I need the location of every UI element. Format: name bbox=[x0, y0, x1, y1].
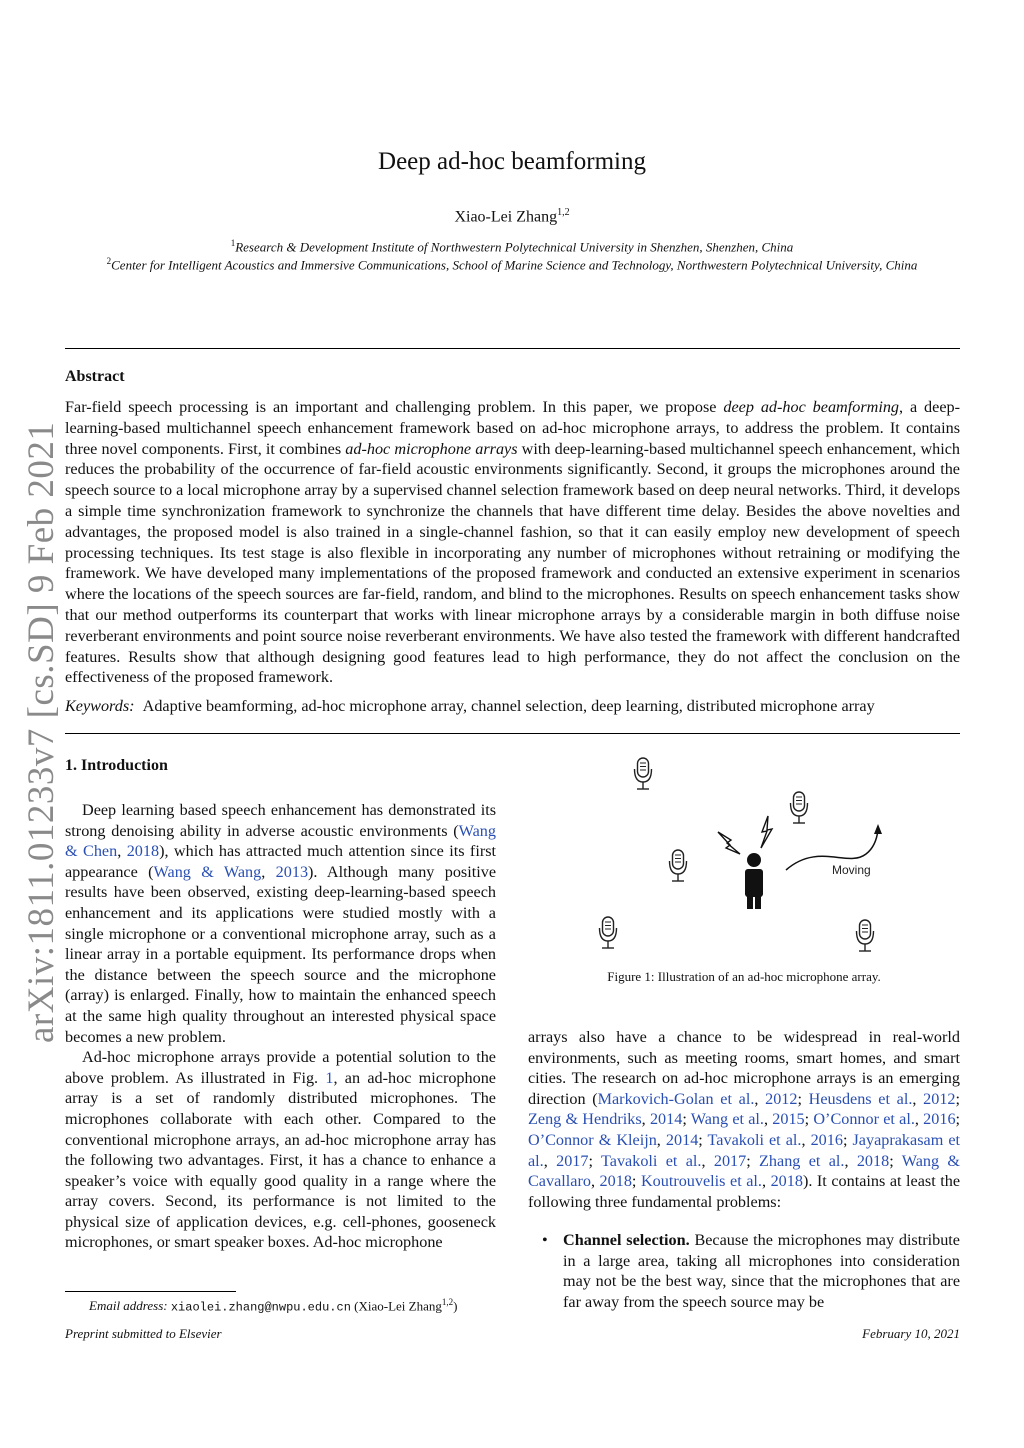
abstract-emphasis-2: ad-hoc microphone arrays bbox=[345, 439, 518, 458]
bullet-text: Because the microphones may distribute in a large area, taking all microphones into consideration may not be the best way, since that the microphones that are far away from the speech source may be bbox=[563, 1231, 960, 1311]
left-column bbox=[65, 800, 496, 1253]
citation-separator: ; bbox=[889, 1151, 902, 1170]
citation-year-link[interactable]: 2015 bbox=[772, 1110, 805, 1129]
abstract-text-1: Far-field speech processing is an important and challenging problem. In this paper, we propose bbox=[65, 398, 724, 416]
citation-link[interactable]: Heusdens et al. bbox=[808, 1089, 913, 1108]
preprint-date: February 10, 2021 bbox=[862, 1326, 960, 1341]
citation-link[interactable]: Tavakoli et al. bbox=[601, 1151, 702, 1170]
bullet-dot: • bbox=[542, 1231, 548, 1249]
footnote-rule bbox=[65, 1291, 236, 1292]
abstract-text-3: with deep-learning-based multichannel speech enhancement, which reduces the probability of the occurrence of far-field acoustic environments significantly. Second, it groups the microphones around the speech source to a local microphone array by a supervised channel selection framework based on deep neural networks. Third, it develops a simple time synchronization framework to synchronize the channels that have different time delay. Besides the above novelties and advantages, the proposed model is also trained in a single-channel fashion, so that it can easily employ new development of speech processing techniques. Its test stage is also flexible in incorporating any number of microphones without retraining or modifying the framework. We have developed many implementations of the proposed framework and conducted an extensive experiment in scenarios where the locations of the speech sources are far-field, random, and blind to the microphones. Results on speech enhancement tasks show that our method outperforms its counterpart that works with linear microphone arrays by a considerable margin in both diffuse noise reverberant environments and point source noise reverberant environments. We have also tested the framework with different handcrafted features. Results show that although designing good features lead to high performance, they do not affect the conclusion on the effectiveness of the proposed framework. bbox=[65, 439, 960, 687]
right-column bbox=[528, 1027, 960, 1212]
citation-year-link[interactable]: 2012 bbox=[923, 1089, 956, 1108]
paper-title: Deep ad-hoc beamforming bbox=[378, 148, 646, 175]
text-span: ). It contains at least the following three fundamental problems: bbox=[528, 1172, 961, 1211]
citation-separator: ; bbox=[955, 1110, 961, 1129]
citation-year-link[interactable]: 2017 bbox=[713, 1151, 747, 1170]
email-link[interactable]: xiaolei.zhang@nwpu.edu.cn bbox=[170, 1300, 351, 1315]
microphone-icon bbox=[791, 792, 808, 823]
citation-link[interactable]: O’Connor et al. bbox=[813, 1110, 915, 1129]
citation-name: Wang & Chen bbox=[65, 821, 496, 861]
abstract-text-2: , a deep-learning-based multichannel speech enhancement framework based on ad-hoc microphone arrays, to address the problem. It contains three novel components. First, it combines bbox=[65, 398, 960, 458]
keywords-text: Adaptive beamforming, ad-hoc microphone array, channel selection, deep learning, distributed microphone array bbox=[142, 697, 875, 715]
text-span: ), which has attracted much attention since its first appearance ( bbox=[65, 842, 497, 881]
citation-name: Wang & Wang bbox=[153, 862, 262, 881]
citation-year-link[interactable]: 2018 bbox=[856, 1151, 890, 1170]
citation-link[interactable]: Tavakoli et al. bbox=[707, 1130, 802, 1149]
citation-year-link[interactable]: 2013 bbox=[275, 862, 309, 881]
keywords-line bbox=[65, 697, 960, 716]
bullet-title: Channel selection. bbox=[563, 1231, 690, 1249]
person-icon bbox=[745, 853, 763, 909]
email-owner-superscript: 1,2 bbox=[441, 1297, 454, 1307]
citation-link[interactable]: Wang & Cavallaro bbox=[528, 1151, 960, 1191]
abstract-top-rule bbox=[65, 348, 960, 349]
citation-separator: ; bbox=[698, 1130, 708, 1149]
arxiv-sidebar-stamp: arXiv:1811.01233v7 [cs.SD] 9 Feb 2021 bbox=[21, 421, 62, 1043]
microphone-icon bbox=[635, 758, 652, 789]
citation-year-link[interactable]: 2018 bbox=[770, 1172, 803, 1191]
citation-separator: ; bbox=[804, 1110, 814, 1129]
preprint-note: Preprint submitted to Elsevier bbox=[65, 1326, 222, 1341]
citation-link[interactable]: Jayaprakasam et al. bbox=[528, 1130, 961, 1170]
affiliation-1-number: 1 bbox=[230, 238, 236, 248]
citation-year-link[interactable]: 2016 bbox=[810, 1130, 843, 1149]
text-span: , an ad-hoc microphone array is a set of randomly distributed microphones. The microphones collaborate with each other. Compared to the conventional microphone arrays, an ad-hoc microphone array has the following two advantages. First, it has a chance to enhance a speaker’s voice with equally good quality in a range where the array covers. Second, its performance is not limited to the physical size of application devices, e.g. cell-phones, gooseneck microphones, or smart speaker boxes. Ad-hoc microphone bbox=[65, 1068, 496, 1252]
author-name: Xiao-Lei Zhang bbox=[454, 208, 558, 226]
affiliation-2-text: Center for Intelligent Acoustics and Immersive Communications, School of Marine Science and Technology, Northwestern Polytechnical University, China bbox=[111, 257, 918, 273]
text-span: arrays also have a chance to be widespread in real-world environments, such as meeting rooms, smart homes, and smart cities. The research on ad-hoc microphone arrays is an emerging direction ( bbox=[528, 1028, 960, 1108]
affiliation-1-text: Research & Development Institute of Northwestern Polytechnical University in Shenzhen, Shenzhen, China bbox=[235, 239, 794, 255]
affiliation-2 bbox=[0, 256, 1024, 273]
citation-year-link[interactable]: 2012 bbox=[765, 1089, 798, 1108]
citation-separator: ; bbox=[682, 1110, 691, 1129]
citation-separator: ; bbox=[588, 1151, 602, 1170]
text-span: Ad-hoc microphone arrays provide a potential solution to the above problem. As illustrated in Fig. bbox=[65, 1048, 496, 1087]
moving-label: Moving bbox=[832, 863, 871, 877]
citation-link[interactable] bbox=[154, 863, 262, 881]
lightning-icon bbox=[761, 816, 772, 848]
text-span: , bbox=[261, 862, 276, 881]
email-label: Email address: bbox=[89, 1298, 168, 1314]
citation-link[interactable]: Markovich-Golan et al. bbox=[597, 1089, 755, 1108]
citation-year-link[interactable]: 2018 bbox=[126, 842, 160, 861]
citation-year-link[interactable]: 2018 bbox=[599, 1172, 632, 1191]
citation-separator: ; bbox=[797, 1089, 809, 1108]
microphone-icon bbox=[670, 850, 687, 881]
intro-paragraph-3 bbox=[528, 1027, 960, 1212]
abstract-emphasis-1: deep ad-hoc beamforming bbox=[723, 398, 900, 416]
text-span: , bbox=[117, 842, 127, 861]
keywords-label: Keywords: bbox=[65, 697, 135, 715]
text-span: Deep learning based speech enhancement has demonstrated its strong denoising ability in adverse acoustic environments ( bbox=[65, 801, 496, 840]
arrowhead bbox=[874, 824, 882, 834]
figure-1-caption: Figure 1: Illustration of an ad-hoc microphone array. bbox=[607, 969, 881, 984]
figure-reference-link[interactable]: 1 bbox=[325, 1068, 334, 1087]
microphone-icon bbox=[600, 917, 617, 948]
lightning-icon bbox=[718, 832, 740, 854]
citation-separator: ; bbox=[631, 1172, 641, 1191]
author-line bbox=[0, 207, 1024, 226]
abstract-heading: Abstract bbox=[65, 368, 125, 385]
citation-year-link[interactable]: 2016 bbox=[923, 1110, 956, 1129]
intro-paragraph-1 bbox=[65, 800, 496, 1047]
citation-separator: ; bbox=[746, 1151, 760, 1170]
microphone-icon bbox=[857, 920, 874, 951]
citation-link[interactable]: O’Connor & Kleijn bbox=[528, 1130, 657, 1149]
citation-link[interactable]: Koutrouvelis et al. bbox=[640, 1172, 762, 1191]
email-owner-close: ) bbox=[453, 1298, 458, 1314]
text-span: ). Although many positive results have been observed, existing deep-learning-based speech enhancement and its applications were studied mostly with a single microphone or a conventional microphone array, such as a linear array in a portable equipment. Its performance drops when the distance between the speech source and the microphone (array) is enlarged. Finally, how to maintain the enhanced speech at the same high quality throughout an interested physical space becomes a new problem. bbox=[65, 862, 497, 1046]
abstract-body bbox=[65, 397, 960, 688]
citation-year-link[interactable]: 2017 bbox=[556, 1151, 589, 1170]
figure-1-illustration bbox=[528, 750, 960, 965]
section-heading-introduction: 1. Introduction bbox=[65, 757, 168, 774]
citation-link[interactable]: Zhang et al. bbox=[759, 1151, 845, 1170]
footnote-email bbox=[65, 1297, 457, 1314]
abstract-bottom-rule bbox=[65, 733, 960, 734]
intro-paragraph-2 bbox=[65, 1047, 496, 1253]
affiliation-2-number: 2 bbox=[106, 256, 112, 266]
reference-list: Markovich-Golan et al., 2012; Heusdens et al., 2012; Zeng & Hendriks, 2014; Wang et al., 2015; O’Connor et al., 2016; O’Connor & Kleijn, 2014; Tavakoli et al., 2016; Jayaprakasam et al., 2017; Tavakoli et al., 2017; Zhang et al., 2018; Wang & Cavallaro, 2018; Koutrouvelis et al., 2018 bbox=[528, 1089, 961, 1191]
citation-separator: ; bbox=[842, 1130, 853, 1149]
citation-year-link[interactable]: 2014 bbox=[649, 1110, 683, 1129]
citation-year-link[interactable]: 2014 bbox=[665, 1130, 699, 1149]
affiliation-1 bbox=[0, 238, 1024, 255]
citation-link[interactable]: Zeng & Hendriks bbox=[528, 1110, 642, 1129]
citation-separator: ; bbox=[955, 1089, 960, 1108]
email-owner: (Xiao-Lei Zhang bbox=[354, 1298, 442, 1314]
author-superscript: 1,2 bbox=[557, 207, 570, 218]
citation-link[interactable]: Wang et al. bbox=[690, 1110, 764, 1129]
bullet-channel-selection bbox=[528, 1230, 960, 1312]
